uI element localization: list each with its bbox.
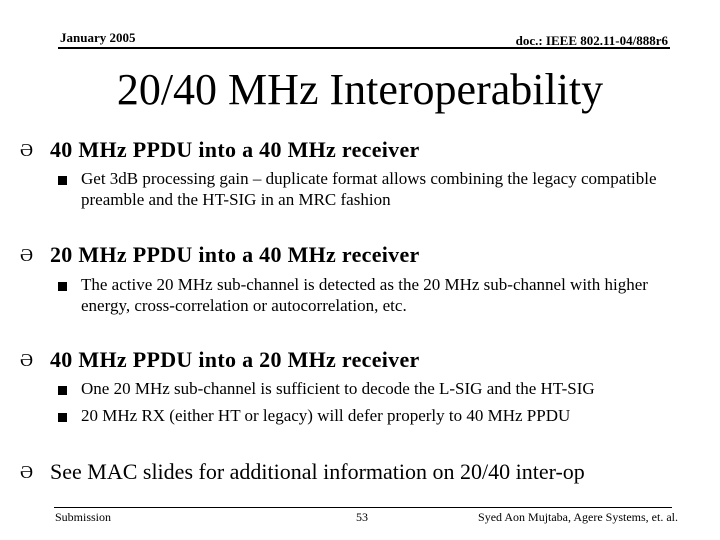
square-bullet-icon [58,386,67,395]
sub-bullet-text: 20 MHz RX (either HT or legacy) will defer properly to 40 MHz PPDU [81,406,571,425]
square-bullet-icon [58,413,67,422]
square-bullet-icon [58,176,67,185]
bullet-2-text: 20 MHz PPDU into a 40 MHz receiver [50,242,420,267]
bullet-1-sub-1 [58,168,698,210]
bullet-1-text: 40 MHz PPDU into a 40 MHz receiver [50,137,420,162]
sub-bullet-text: One 20 MHz sub-channel is sufficient to decode the L-SIG and the HT-SIG [81,379,595,398]
bullet-3-sub-2 [58,405,698,426]
bullet-1 [20,136,420,164]
bullet-marker-icon: Ə [20,140,33,160]
slide-title: 20/40 MHz Interoperability [116,65,604,114]
bullet-marker-icon: Ə [20,462,33,482]
header-date: January 2005 [60,30,136,45]
bullet-2-sub-1 [58,274,698,316]
bullet-4-text: See MAC slides for additional information on 20/40 inter-op [50,459,585,484]
header-rule [58,47,670,49]
sub-bullet-text: The active 20 MHz sub-channel is detected as the 20 MHz sub-channel with higher energy, cross-correlation or autocorrelation, etc. [81,275,648,315]
bullet-2 [20,241,420,269]
bullet-3-text: 40 MHz PPDU into a 20 MHz receiver [50,347,420,372]
footer-rule [54,507,672,508]
footer-submission: Submission [55,510,112,524]
footer-author: Syed Aon Mujtaba, Agere Systems, et. al. [478,510,678,524]
page-number: 53 [356,510,368,524]
sub-bullet-text: Get 3dB processing gain – duplicate format allows combining the legacy compatible preamble and the HT-SIG in an MRC fashion [81,169,657,209]
square-bullet-icon [58,282,67,291]
bullet-marker-icon: Ə [20,245,33,265]
bullet-marker-icon: Ə [20,350,33,370]
header-doc-id: doc.: IEEE 802.11-04/888r6 [515,33,668,48]
bullet-3 [20,346,420,374]
bullet-3-sub-1 [58,378,698,399]
bullet-4 [20,458,585,486]
